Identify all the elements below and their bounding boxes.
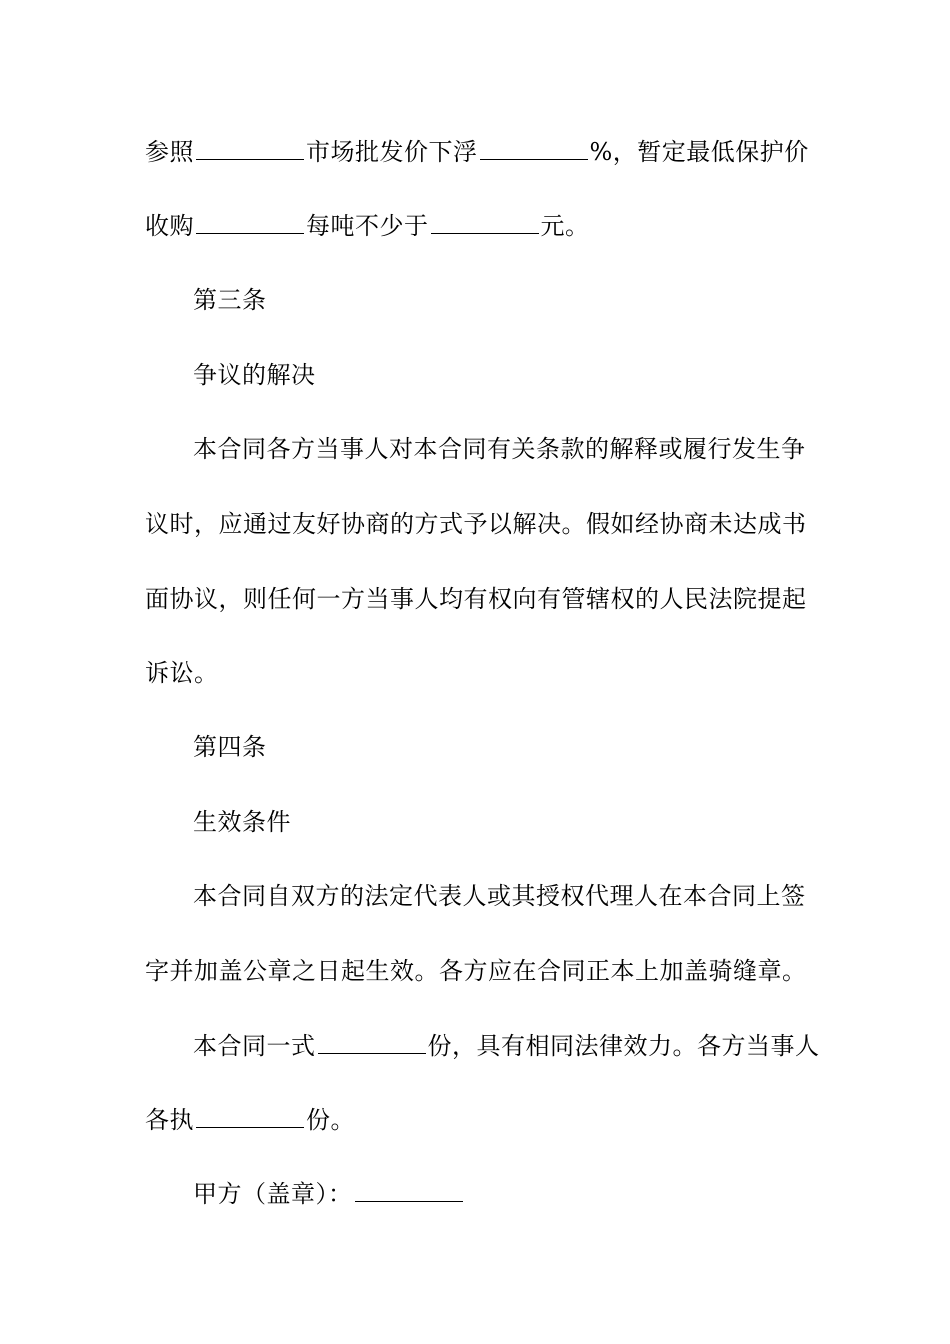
- party-a-label: 甲方（盖章）：: [193, 1180, 353, 1208]
- text-segment: 各执: [145, 1106, 194, 1134]
- text-segment: 市场批发价下浮: [306, 138, 478, 166]
- section-number: 第三条: [193, 286, 267, 314]
- blank-field: [196, 211, 304, 234]
- signature-line: [193, 1178, 813, 1210]
- blank-field: [355, 1179, 463, 1202]
- text-line: [145, 1104, 810, 1136]
- text-segment: 收购: [145, 212, 194, 240]
- paragraph-line: 议时，应通过友好协商的方式予以解决。假如经协商未达成书: [145, 510, 807, 538]
- paragraph-line: 本合同各方当事人对本合同有关条款的解释或履行发生争: [193, 435, 806, 463]
- text-segment: 参照: [145, 138, 194, 166]
- section-title: 生效条件: [193, 808, 291, 836]
- text-segment: 份。: [306, 1106, 355, 1134]
- blank-field: [431, 211, 539, 234]
- paragraph-line: 诉讼。: [145, 659, 219, 687]
- text-line: [193, 1030, 820, 1062]
- text-segment: 每吨不少于: [306, 212, 429, 240]
- blank-field: [196, 1105, 304, 1128]
- text-line: [145, 136, 810, 168]
- section-title: 争议的解决: [193, 361, 316, 389]
- text-segment: 元。: [540, 212, 590, 240]
- blank-field: [480, 137, 588, 160]
- blank-field: [318, 1031, 426, 1054]
- text-line: [145, 210, 810, 242]
- paragraph-line: 本合同自双方的法定代表人或其授权代理人在本合同上签: [193, 882, 806, 910]
- paragraph-line: 面协议，则任何一方当事人均有权向有管辖权的人民法院提起: [145, 585, 807, 613]
- blank-field: [196, 137, 304, 160]
- section-number: 第四条: [193, 733, 267, 761]
- text-segment: %，暂定最低保护价: [589, 138, 809, 166]
- text-segment: 本合同一式: [193, 1032, 316, 1060]
- text-segment: 份，具有相同法律效力。各方当事人: [427, 1032, 820, 1060]
- paragraph-line: 字并加盖公章之日起生效。各方应在合同正本上加盖骑缝章。: [145, 957, 807, 985]
